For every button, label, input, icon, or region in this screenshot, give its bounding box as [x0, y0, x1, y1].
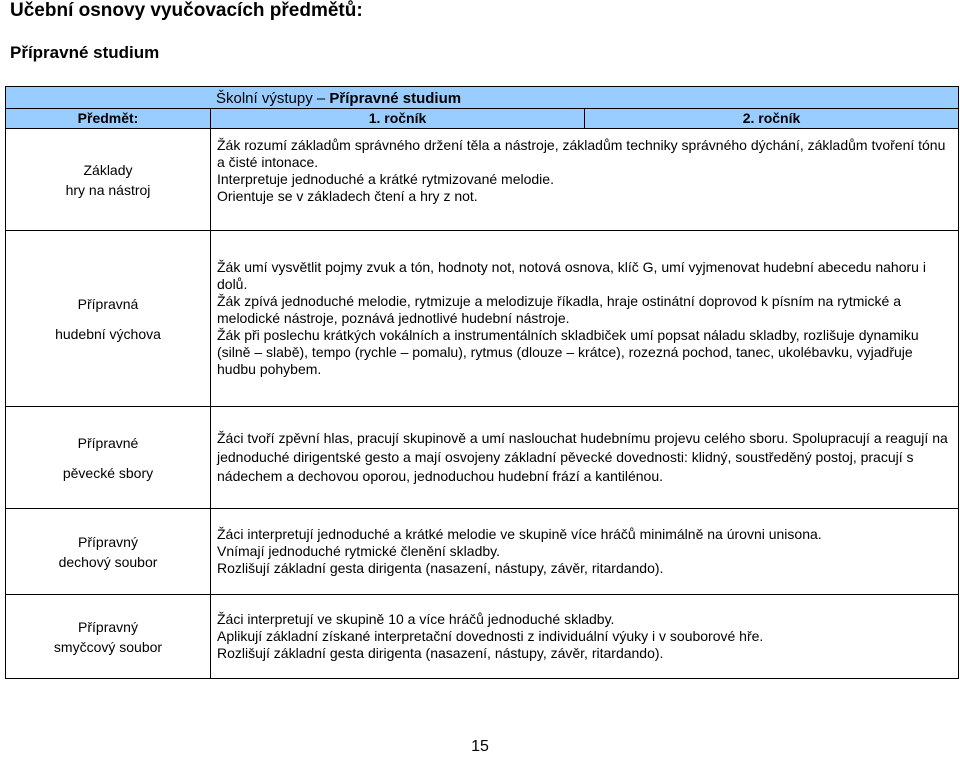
outcome-line: Rozlišují základní gesta dirigenta (nasazení, nástupy, závěr, ritardando).: [217, 560, 664, 576]
curriculum-table: [5, 86, 959, 679]
year1-header: 1. ročník: [211, 109, 585, 129]
outcome-line: Žák zpívá jednoduché melodie, rytmizuje a melodizuje říkadla, hraje ostinátní doprovod k písním na rytmické a melodické nástroje, poznává jednotlivé hudební nástroje.: [217, 293, 902, 326]
subject-line2: hudební výchova: [55, 325, 161, 342]
outcome-cell: [211, 407, 959, 509]
outcome-cell: [211, 595, 959, 679]
table-row: [6, 129, 959, 231]
subject-header: Předmět:: [6, 109, 211, 129]
table-row: [6, 407, 959, 509]
subject-line2: dechový soubor: [58, 553, 158, 570]
subject-line1: Základy: [83, 161, 133, 178]
subject-line2: smyčcový soubor: [53, 638, 163, 655]
outcome-line: Žák při poslechu krátkých vokálních a instrumentálních skladbiček umí popsat náladu skladby, rozlišuje dynamiku (silně – slabě), tempo (rychle – pomalu), rytmus (dlouze – krátce), rozezná pochod, tanec, ukolébavku, vyjadřuje hudbu pohybem.: [217, 327, 919, 377]
table-row: [6, 509, 959, 595]
outcome-line: Interpretuje jednoduché a krátké rytmizované melodie.: [217, 171, 554, 187]
outcome-cell: [211, 129, 959, 231]
outcome-line: Žáci interpretují ve skupině 10 a více hráčů jednoduché skladby.: [217, 611, 615, 627]
outcome-line: Žáci interpretují jednoduché a krátké melodie ve skupině více hráčů minimálně na úrovni unisona.: [217, 526, 822, 542]
subject-cell: [6, 407, 211, 509]
subject-cell: [6, 595, 211, 679]
table-row: [6, 231, 959, 407]
subject-line2: pěvecké sbory: [62, 464, 154, 481]
outcome-line: Orientuje se v základech čtení a hry z not.: [217, 188, 478, 204]
year2-header: 2. ročník: [585, 109, 959, 129]
subject-line1: Přípravný: [78, 618, 138, 635]
outcome-line: Rozlišují základní gesta dirigenta (nasazení, nástupy, závěr, ritardando).: [217, 645, 664, 661]
page-number: 15: [471, 738, 489, 755]
document-subtitle: Přípravné studium: [10, 43, 160, 62]
outcome-line: Vnímají jednoduché rytmické členění skladby.: [217, 543, 500, 559]
outcomes-study: Přípravné studium: [329, 90, 462, 107]
table-row: [6, 595, 959, 679]
subject-cell: [6, 509, 211, 595]
outcome-line: Aplikují základní získané interpretační dovednosti z individuální výuky i v souborové hře.: [217, 628, 764, 644]
outcome-line: Žáci tvoří zpěvní hlas, pracují skupinově a umí naslouchat hudebnímu projevu celého sboru. Spolupracují a reagují na jednoduché dirigentské gesto a mají osvojeny základní pěvecké dovednosti: klidný, soustředěný postoj, pracují s nádechem a dechovou oporou, jednoduchou hudební frází a kantilénou.: [217, 430, 948, 484]
subject-cell: [6, 129, 211, 231]
outcome-line: Žák rozumí základům správného držení těla a nástroje, základům techniky správného dýchání, základům tvoření tónu a čisté intonace.: [217, 137, 946, 170]
outcomes-label: Školní výstupy –: [216, 90, 330, 107]
subject-line1: Přípravné: [77, 434, 139, 451]
outcome-line: Žák umí vysvětlit pojmy zvuk a tón, hodnoty not, notová osnova, klíč G, umí vyjmenovat hudební abecedu nahoru i dolů.: [217, 259, 926, 292]
outcomes-header: [6, 87, 959, 109]
subject-line2: hry na nástroj: [65, 181, 151, 198]
subject-cell: [6, 231, 211, 407]
document-title: Učební osnovy vyučovacích předmětů:: [10, 0, 363, 21]
subject-line1: Přípravný: [78, 533, 138, 550]
subject-line1: Přípravná: [77, 295, 139, 312]
outcome-cell: [211, 231, 959, 407]
outcome-cell: [211, 509, 959, 595]
